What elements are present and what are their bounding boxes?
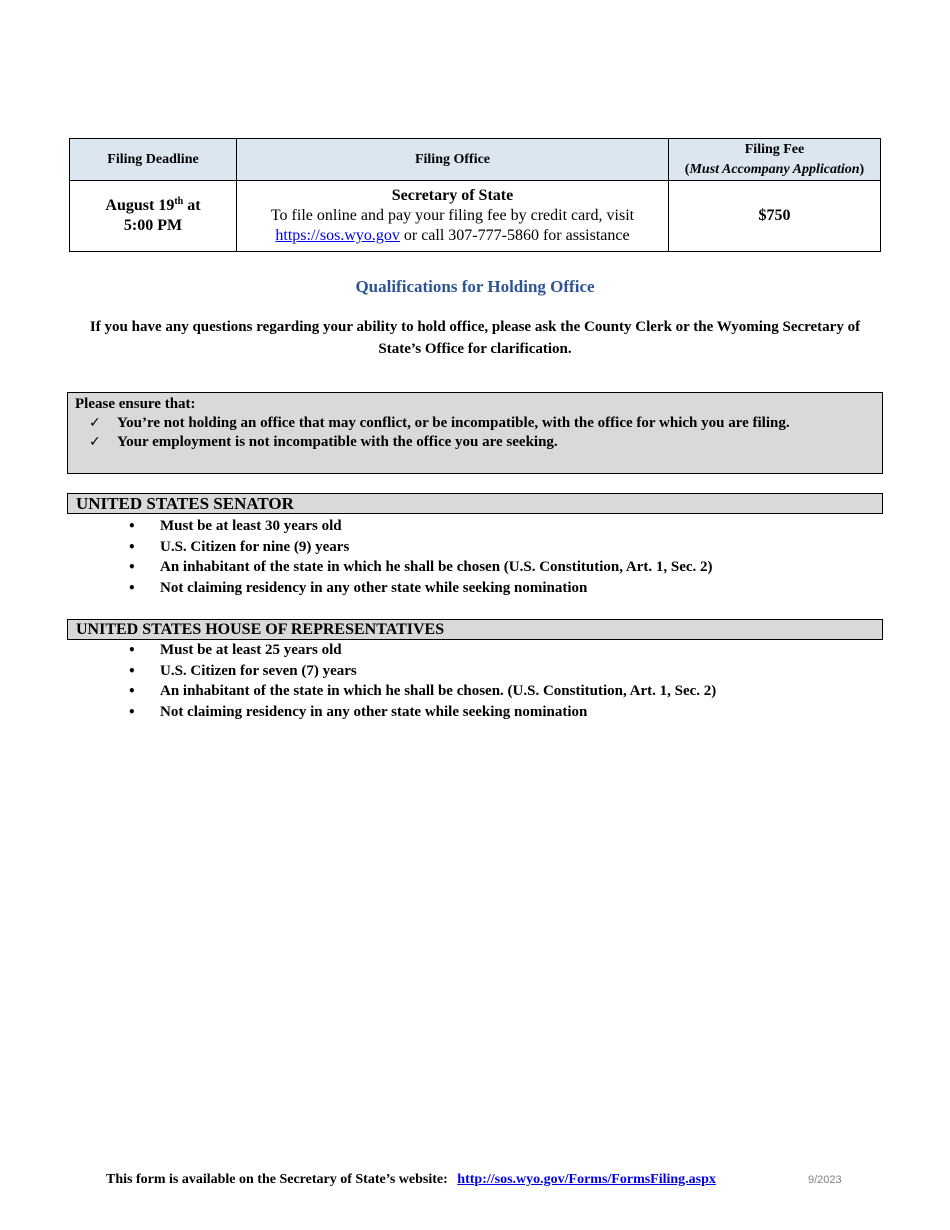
list-item: • An inhabitant of the state in which he shall be chosen. (U.S. Constitution, Art. 1, Sec. 2) (100, 681, 716, 702)
bullet-icon: • (128, 581, 136, 596)
filing-table-header-row (70, 139, 881, 181)
header-filing-office: Filing Office (237, 139, 669, 181)
footer (106, 1172, 716, 1188)
filing-office-cell (237, 181, 669, 252)
header-filing-fee-label: Filing Fee (744, 141, 805, 157)
list-item: • An inhabitant of the state in which he shall be chosen (U.S. Constitution, Art. 1, Sec. 2) (100, 557, 713, 578)
filing-info-table (69, 138, 881, 252)
filing-deadline-cell (70, 181, 237, 252)
header-filing-fee (669, 139, 881, 181)
deadline-date: August 19th at (105, 196, 201, 214)
ensure-heading: Please ensure that: (75, 396, 196, 412)
bullet-icon: • (128, 663, 136, 678)
list-item: • Not claiming residency in any other state while seeking nomination (100, 578, 713, 599)
bullet-icon: • (128, 560, 136, 575)
list-item: • Must be at least 25 years old (100, 640, 716, 661)
senator-qualifications-list (100, 516, 713, 599)
ensure-item: ✓ You’re not holding an office that may conflict, or be incompatible, with the office for which you are filing. (89, 415, 790, 431)
bullet-icon: • (128, 519, 136, 533)
form-revision-date: 9/2023 (808, 1174, 842, 1186)
list-item: • U.S. Citizen for seven (7) years (100, 661, 716, 682)
bullet-icon: • (128, 643, 136, 657)
senator-header: UNITED STATES SENATOR (67, 493, 883, 514)
house-header: UNITED STATES HOUSE OF REPRESENTATIVES (67, 619, 883, 640)
sos-website-link[interactable]: https://sos.wyo.gov (275, 227, 400, 244)
bullet-icon: • (128, 684, 136, 699)
office-contact: https://sos.wyo.gov or call 307-777-5860 for assistance (275, 227, 630, 244)
header-filing-fee-note: (Must Accompany Application) (684, 161, 865, 177)
office-instructions: To file online and pay your filing fee by credit card, visit (270, 207, 635, 224)
ensure-item: ✓ Your employment is not incompatible with the office you are seeking. (89, 434, 558, 450)
ensure-box (67, 392, 883, 474)
list-item: • Must be at least 30 years old (100, 516, 713, 537)
bullet-icon: • (128, 539, 136, 554)
house-qualifications-list (100, 640, 716, 723)
qualifications-title: Qualifications for Holding Office (355, 277, 595, 296)
filing-table-row (70, 181, 881, 252)
forms-filing-link[interactable]: http://sos.wyo.gov/Forms/FormsFiling.aspx (457, 1172, 716, 1187)
filing-fee-cell: $750 (669, 181, 881, 252)
footer-text: This form is available on the Secretary of State’s website: (106, 1172, 448, 1187)
checkmark-icon: ✓ (89, 434, 101, 450)
qualifications-intro: If you have any questions regarding your ability to hold office, please ask the County Clerk or the Wyoming Secretary of State’s Office for clarification. (89, 319, 861, 357)
office-title: Secretary of State (391, 187, 514, 204)
deadline-time: 5:00 PM (123, 217, 183, 234)
fee-note-italic: Must Accompany Application (689, 161, 860, 177)
header-filing-deadline: Filing Deadline (70, 139, 237, 181)
list-item: • U.S. Citizen for nine (9) years (100, 537, 713, 558)
checkmark-icon: ✓ (89, 415, 101, 431)
list-item: • Not claiming residency in any other state while seeking nomination (100, 702, 716, 723)
bullet-icon: • (128, 705, 136, 720)
